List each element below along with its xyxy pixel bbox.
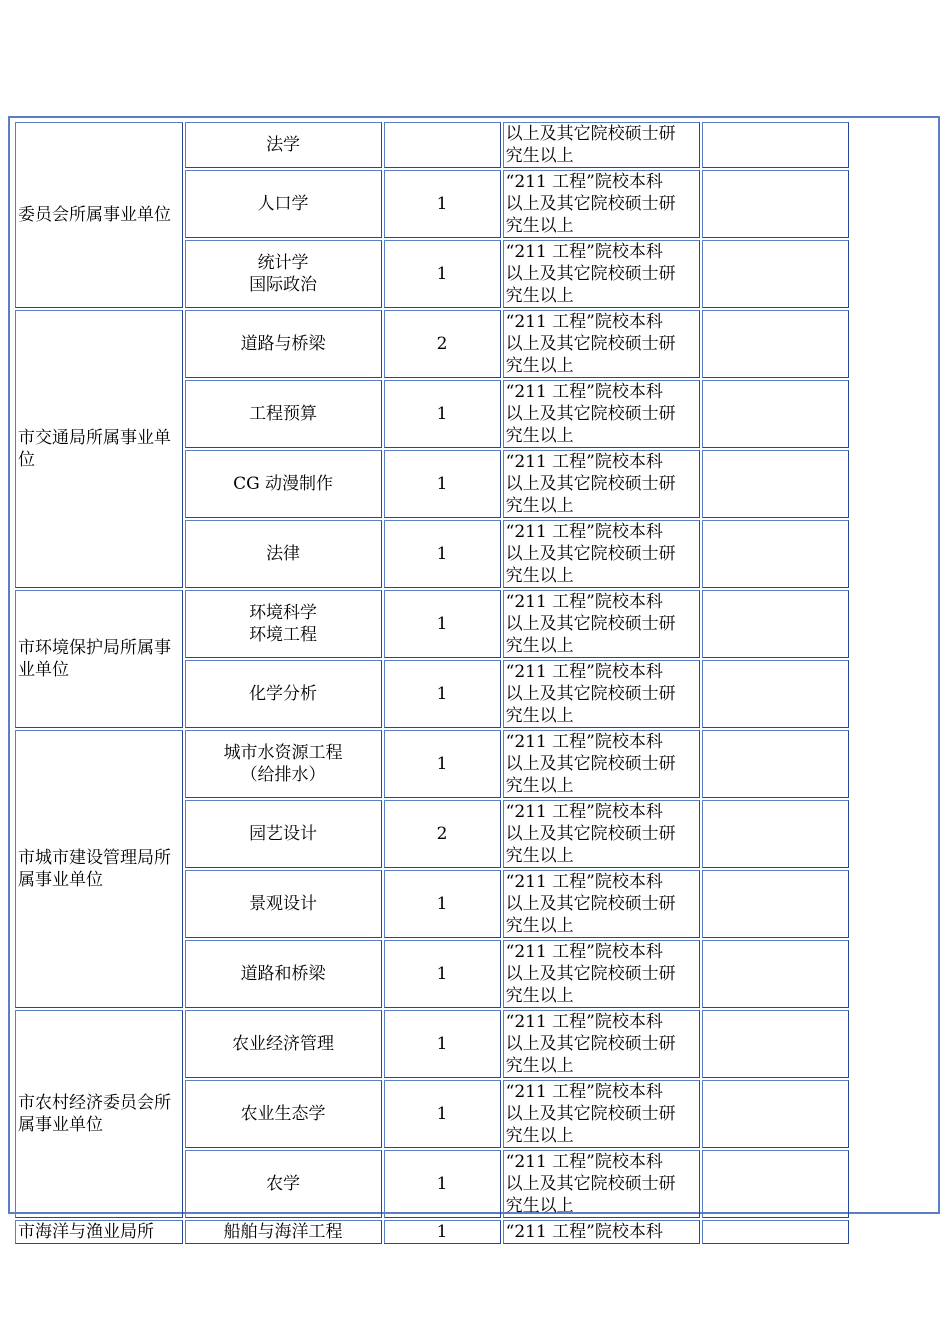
headcount-cell: 1 bbox=[384, 450, 501, 518]
major-line: 统计学 bbox=[257, 253, 309, 273]
requirement-line: 究生以上 bbox=[505, 846, 574, 866]
requirement-line: 究生以上 bbox=[505, 566, 574, 586]
requirement-line: “211 工程”院校本科 bbox=[505, 522, 663, 542]
major-line: 园艺设计 bbox=[249, 824, 318, 844]
requirement-cell bbox=[503, 590, 700, 658]
requirement-line: 以上及其它院校硕士研 bbox=[505, 264, 676, 284]
headcount-cell bbox=[384, 122, 501, 168]
remarks-cell bbox=[702, 240, 849, 308]
remarks-cell bbox=[702, 450, 849, 518]
major-line: 船舶与海洋工程 bbox=[223, 1222, 343, 1242]
requirement-cell bbox=[503, 1220, 700, 1244]
major-line: 农业生态学 bbox=[240, 1104, 326, 1124]
remarks-cell bbox=[702, 590, 849, 658]
requirement-cell bbox=[503, 450, 700, 518]
major-cell bbox=[185, 122, 382, 168]
major-line: 农学 bbox=[266, 1174, 301, 1194]
requirement-line: 以上及其它院校硕士研 bbox=[505, 684, 676, 704]
headcount-cell: 1 bbox=[384, 240, 501, 308]
requirement-cell bbox=[503, 310, 700, 378]
table-row bbox=[15, 1220, 849, 1244]
table-row bbox=[15, 122, 849, 168]
requirement-line: “211 工程”院校本科 bbox=[505, 1222, 663, 1242]
requirement-line: 以上及其它院校硕士研 bbox=[505, 544, 676, 564]
requirement-line: 究生以上 bbox=[505, 706, 574, 726]
major-cell bbox=[185, 660, 382, 728]
requirement-line: “211 工程”院校本科 bbox=[505, 1152, 663, 1172]
major-cell bbox=[185, 590, 382, 658]
requirement-line: 究生以上 bbox=[505, 1196, 574, 1216]
major-line: 农业经济管理 bbox=[232, 1034, 335, 1054]
headcount-cell: 1 bbox=[384, 590, 501, 658]
major-cell bbox=[185, 940, 382, 1008]
major-cell bbox=[185, 1080, 382, 1148]
requirement-line: 以上及其它院校硕士研 bbox=[505, 964, 676, 984]
headcount-cell: 1 bbox=[384, 660, 501, 728]
headcount-cell: 1 bbox=[384, 730, 501, 798]
table-row bbox=[15, 310, 849, 378]
table-row bbox=[15, 730, 849, 798]
headcount-cell: 2 bbox=[384, 800, 501, 868]
requirement-line: 究生以上 bbox=[505, 356, 574, 376]
major-line: 国际政治 bbox=[249, 275, 318, 295]
remarks-cell bbox=[702, 310, 849, 378]
requirement-cell bbox=[503, 380, 700, 448]
requirement-line: “211 工程”院校本科 bbox=[505, 1012, 663, 1032]
major-line: 法学 bbox=[266, 135, 301, 155]
requirement-line: “211 工程”院校本科 bbox=[505, 942, 663, 962]
remarks-cell bbox=[702, 1080, 849, 1148]
requirement-line: “211 工程”院校本科 bbox=[505, 592, 663, 612]
major-line: 道路和桥梁 bbox=[240, 964, 326, 984]
requirement-line: 以上及其它院校硕士研 bbox=[505, 474, 676, 494]
major-line: 化学分析 bbox=[249, 684, 318, 704]
requirement-line: “211 工程”院校本科 bbox=[505, 172, 663, 192]
requirement-cell bbox=[503, 1150, 700, 1218]
major-cell bbox=[185, 450, 382, 518]
remarks-cell bbox=[702, 940, 849, 1008]
major-cell bbox=[185, 1150, 382, 1218]
requirement-line: “211 工程”院校本科 bbox=[505, 732, 663, 752]
major-line: CG 动漫制作 bbox=[233, 474, 334, 494]
unit-name-cell: 市农村经济委员会所属事业单位 bbox=[15, 1010, 183, 1218]
remarks-cell bbox=[702, 170, 849, 238]
requirement-line: “211 工程”院校本科 bbox=[505, 802, 663, 822]
major-line: 法律 bbox=[266, 544, 301, 564]
major-cell bbox=[185, 730, 382, 798]
requirement-line: 究生以上 bbox=[505, 636, 574, 656]
requirement-line: 以上及其它院校硕士研 bbox=[505, 1034, 676, 1054]
major-cell bbox=[185, 1010, 382, 1078]
major-line: 环境科学 bbox=[249, 603, 318, 623]
remarks-cell bbox=[702, 1150, 849, 1218]
requirement-line: 以上及其它院校硕士研 bbox=[505, 1104, 676, 1124]
remarks-cell bbox=[702, 800, 849, 868]
requirement-line: “211 工程”院校本科 bbox=[505, 872, 663, 892]
requirement-line: “211 工程”院校本科 bbox=[505, 382, 663, 402]
requirement-line: “211 工程”院校本科 bbox=[505, 242, 663, 262]
requirement-cell bbox=[503, 520, 700, 588]
major-line: 工程预算 bbox=[249, 404, 318, 424]
headcount-cell: 1 bbox=[384, 380, 501, 448]
job-table-frame bbox=[8, 116, 940, 1242]
requirement-cell bbox=[503, 122, 700, 168]
requirement-line: 究生以上 bbox=[505, 776, 574, 796]
major-cell bbox=[185, 170, 382, 238]
major-line: 景观设计 bbox=[249, 894, 318, 914]
requirement-line: 以上及其它院校硕士研 bbox=[505, 754, 676, 774]
remarks-cell bbox=[702, 870, 849, 938]
unit-name-cell: 市环境保护局所属事业单位 bbox=[15, 590, 183, 728]
unit-name-cell: 市城市建设管理局所属事业单位 bbox=[15, 730, 183, 1008]
unit-name-cell: 委员会所属事业单位 bbox=[15, 122, 183, 308]
requirement-line: “211 工程”院校本科 bbox=[505, 452, 663, 472]
major-cell bbox=[185, 240, 382, 308]
requirement-cell bbox=[503, 1010, 700, 1078]
table-row bbox=[15, 590, 849, 658]
remarks-cell bbox=[702, 380, 849, 448]
major-line: 道路与桥梁 bbox=[240, 334, 326, 354]
requirement-line: 究生以上 bbox=[505, 1056, 574, 1076]
requirement-line: 以上及其它院校硕士研 bbox=[505, 124, 676, 144]
headcount-cell: 1 bbox=[384, 520, 501, 588]
major-line: 人口学 bbox=[257, 194, 309, 214]
requirement-line: 以上及其它院校硕士研 bbox=[505, 334, 676, 354]
requirement-line: 以上及其它院校硕士研 bbox=[505, 894, 676, 914]
requirement-cell bbox=[503, 730, 700, 798]
unit-name-cell: 市交通局所属事业单位 bbox=[15, 310, 183, 588]
requirement-line: 究生以上 bbox=[505, 216, 574, 236]
table-row bbox=[15, 1010, 849, 1078]
requirement-line: 究生以上 bbox=[505, 1126, 574, 1146]
requirement-line: “211 工程”院校本科 bbox=[505, 1082, 663, 1102]
requirement-line: 究生以上 bbox=[505, 916, 574, 936]
remarks-cell bbox=[702, 520, 849, 588]
major-line: （给排水） bbox=[240, 765, 326, 785]
requirement-cell bbox=[503, 940, 700, 1008]
job-positions-table bbox=[13, 120, 851, 1246]
requirement-line: 以上及其它院校硕士研 bbox=[505, 404, 676, 424]
headcount-cell: 1 bbox=[384, 1010, 501, 1078]
major-cell bbox=[185, 800, 382, 868]
headcount-cell: 1 bbox=[384, 870, 501, 938]
remarks-cell bbox=[702, 1220, 849, 1244]
headcount-cell: 1 bbox=[384, 1150, 501, 1218]
requirement-line: 究生以上 bbox=[505, 286, 574, 306]
major-cell bbox=[185, 310, 382, 378]
major-cell bbox=[185, 870, 382, 938]
major-cell bbox=[185, 1220, 382, 1244]
major-cell bbox=[185, 380, 382, 448]
headcount-cell: 1 bbox=[384, 1220, 501, 1244]
major-line: 城市水资源工程 bbox=[223, 743, 343, 763]
major-cell bbox=[185, 520, 382, 588]
requirement-line: 以上及其它院校硕士研 bbox=[505, 824, 676, 844]
requirement-line: 究生以上 bbox=[505, 426, 574, 446]
requirement-cell bbox=[503, 1080, 700, 1148]
requirement-line: 以上及其它院校硕士研 bbox=[505, 194, 676, 214]
outer-right-column bbox=[853, 120, 936, 1210]
headcount-cell: 1 bbox=[384, 940, 501, 1008]
requirement-cell bbox=[503, 800, 700, 868]
requirement-line: 以上及其它院校硕士研 bbox=[505, 614, 676, 634]
requirement-line: “211 工程”院校本科 bbox=[505, 312, 663, 332]
remarks-cell bbox=[702, 730, 849, 798]
requirement-cell bbox=[503, 240, 700, 308]
remarks-cell bbox=[702, 122, 849, 168]
headcount-cell: 1 bbox=[384, 1080, 501, 1148]
requirement-line: 究生以上 bbox=[505, 146, 574, 166]
requirement-cell bbox=[503, 660, 700, 728]
major-line: 环境工程 bbox=[249, 625, 318, 645]
remarks-cell bbox=[702, 1010, 849, 1078]
headcount-cell: 2 bbox=[384, 310, 501, 378]
headcount-cell: 1 bbox=[384, 170, 501, 238]
requirement-cell bbox=[503, 170, 700, 238]
table-body bbox=[15, 122, 849, 1244]
requirement-line: 究生以上 bbox=[505, 496, 574, 516]
requirement-cell bbox=[503, 870, 700, 938]
requirement-line: “211 工程”院校本科 bbox=[505, 662, 663, 682]
requirement-line: 究生以上 bbox=[505, 986, 574, 1006]
remarks-cell bbox=[702, 660, 849, 728]
requirement-line: 以上及其它院校硕士研 bbox=[505, 1174, 676, 1194]
unit-name-cell: 市海洋与渔业局所 bbox=[15, 1220, 183, 1244]
